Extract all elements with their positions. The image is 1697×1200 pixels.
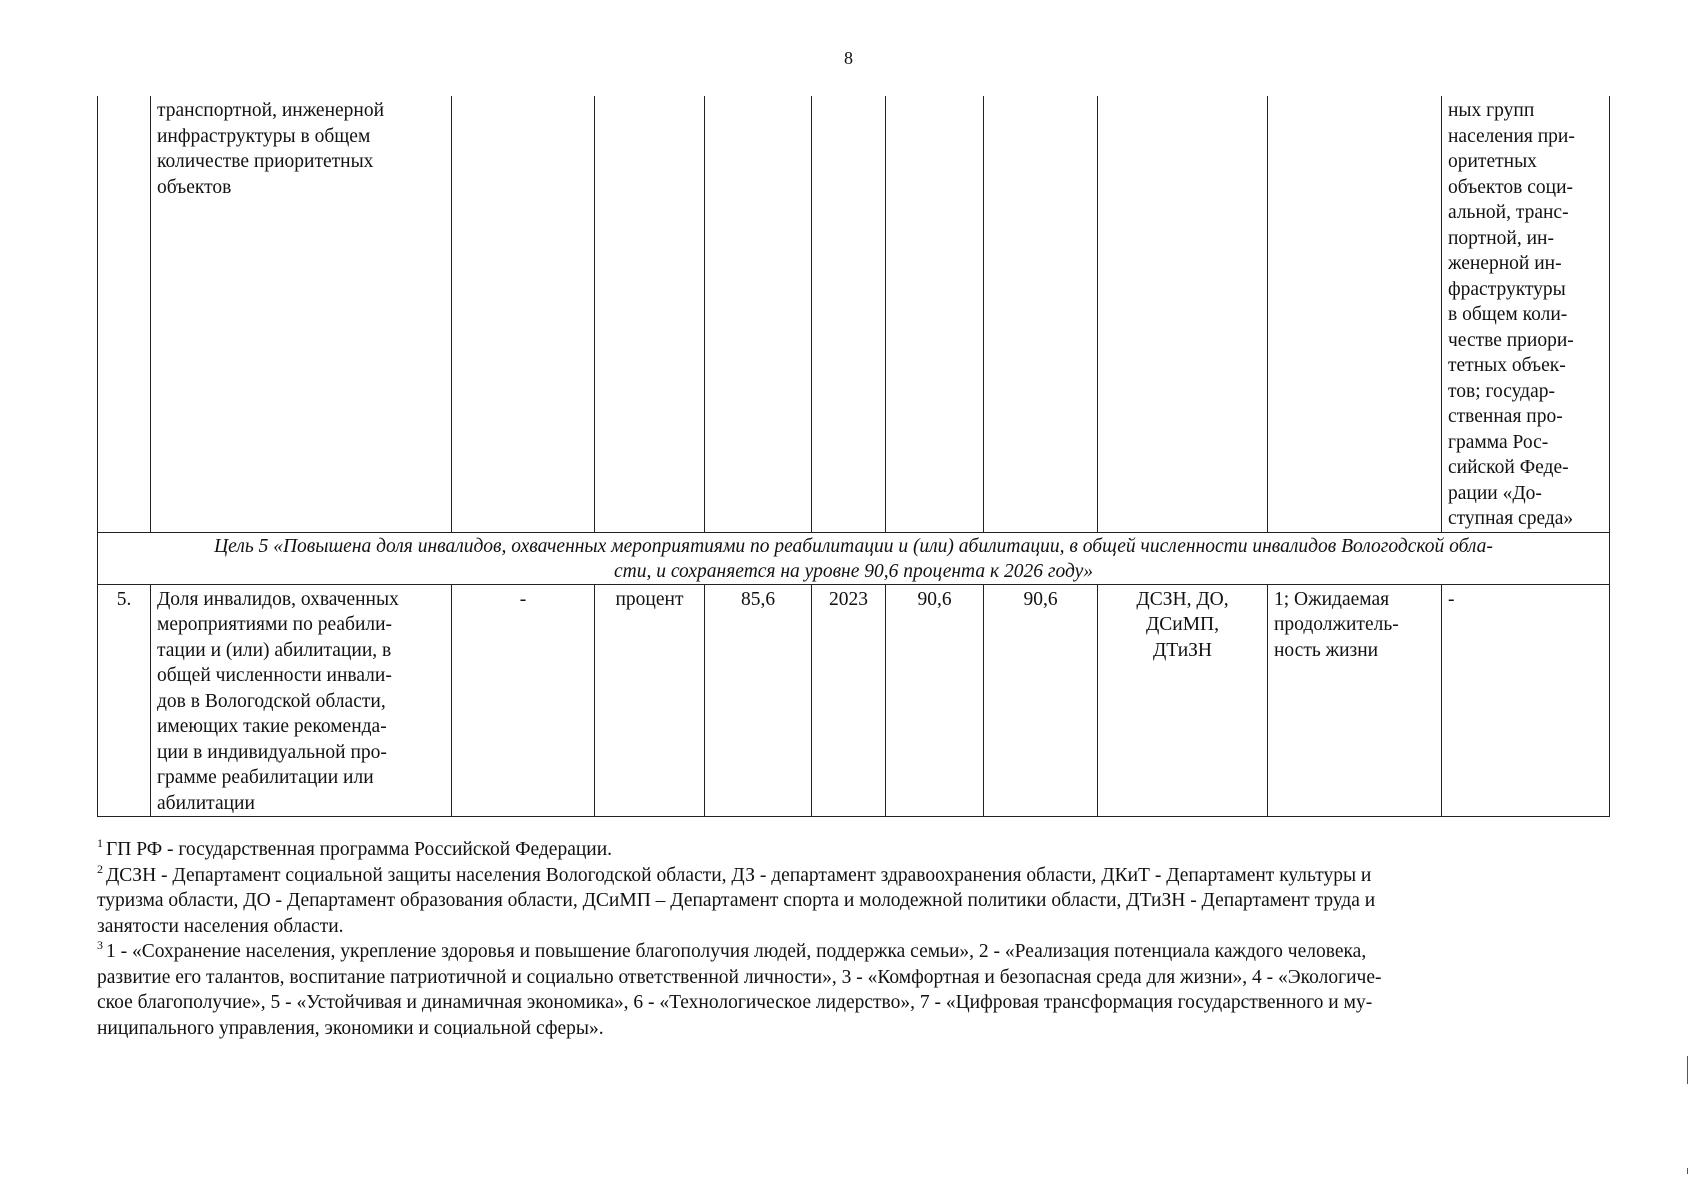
footnote-line: ское благополучие», 5 - «Устойчивая и динамичная экономика», 6 - «Технологическое лидерство», 7 - «Цифровая трансформация государственного и му- bbox=[97, 992, 1373, 1013]
cell-empty bbox=[595, 96, 705, 532]
cell-empty bbox=[984, 96, 1098, 532]
text-line: тации и (или) абилитации, в bbox=[157, 639, 392, 661]
cell-empty bbox=[886, 96, 984, 532]
text-line: населения при- bbox=[1448, 125, 1575, 147]
text-line: альной, транс- bbox=[1448, 202, 1569, 223]
footnote-line: туризма области, ДО - Департамент образования области, ДСиМП – Департамент спорта и молодежной политики области, ДТиЗН - Департамент труда и bbox=[97, 890, 1376, 911]
text-line: тов; государ- bbox=[1448, 380, 1556, 402]
goal-line: Цель 5 «Повышена доля инвалидов, охваченных мероприятиями по реабилитации и (или) абилитации, в общей численности инвалидов Вологодской обла- bbox=[214, 535, 1493, 557]
footnote-3 bbox=[97, 939, 1597, 1041]
text-line: ступная среда» bbox=[1448, 508, 1574, 529]
page-number: 8 bbox=[844, 48, 853, 68]
footnote-mark: 2 bbox=[97, 861, 103, 876]
text-line: в общем коли- bbox=[1448, 304, 1568, 325]
goal-row bbox=[98, 532, 1610, 584]
cell-responsible bbox=[1098, 584, 1268, 817]
footnote-1 bbox=[97, 837, 1597, 863]
text-line: фраструктуры bbox=[1448, 278, 1566, 300]
scan-edge-mark bbox=[1687, 1168, 1688, 1174]
cell-empty bbox=[705, 96, 812, 532]
text-line: ность жизни bbox=[1274, 639, 1379, 661]
cell-empty bbox=[452, 96, 595, 532]
footnote-mark: 3 bbox=[97, 938, 103, 952]
text-line: общей численности инвали- bbox=[157, 665, 392, 686]
cell-dash: - bbox=[452, 584, 595, 817]
cell-linked-programs bbox=[1442, 96, 1610, 532]
scan-edge-mark bbox=[1687, 1056, 1688, 1084]
footnote-line: 1 - «Сохранение населения, укрепление здоровья и повышение благополучия людей, поддержка семьи», 2 - «Реализация потенциала каждого человека, bbox=[106, 941, 1367, 962]
footnotes bbox=[97, 837, 1597, 1041]
cell-number: 5. bbox=[98, 584, 151, 817]
text-line: ДСиМП, bbox=[1145, 614, 1220, 635]
cell-indicator-name bbox=[151, 584, 452, 817]
footnote-line: развитие его талантов, воспитание патриотичной и социально ответственной личности», 3 - «Комфортная и безопасная среда для жизни», 4 - «Экологиче- bbox=[97, 966, 1382, 988]
cell-base-year: 2023 bbox=[812, 584, 886, 817]
text-line: Доля инвалидов, охваченных bbox=[157, 588, 399, 610]
indicators-table bbox=[97, 96, 1610, 817]
cell-empty bbox=[1098, 96, 1268, 532]
text-line: портной, ин- bbox=[1448, 227, 1554, 249]
footnote-line: ГП РФ - государственная программа Российской Федерации. bbox=[106, 839, 613, 860]
goal-heading bbox=[98, 532, 1610, 584]
text-line: мероприятиями по реабили- bbox=[157, 614, 393, 635]
text-line: объектов соци- bbox=[1448, 176, 1574, 198]
text-line: ных групп bbox=[1448, 100, 1535, 121]
text-line: ственная про- bbox=[1448, 406, 1563, 427]
text-line: честве приори- bbox=[1448, 329, 1574, 351]
cell-number bbox=[98, 96, 151, 532]
text-line: имеющих такие рекоменда- bbox=[157, 716, 387, 737]
footnote-2 bbox=[97, 863, 1597, 940]
text-line: абилитации bbox=[157, 792, 255, 814]
text-line: транспортной, инженерной bbox=[157, 100, 385, 121]
footnote-line: ниципального управления, экономики и социальной сферы». bbox=[97, 1017, 604, 1039]
text-line: сийской Феде- bbox=[1448, 457, 1569, 478]
cell-empty bbox=[812, 96, 886, 532]
cell-value-2: 90,6 bbox=[984, 584, 1098, 817]
text-line: грамма Рос- bbox=[1448, 431, 1549, 453]
text-line: тетных объек- bbox=[1448, 355, 1566, 376]
cell-national-goal bbox=[1268, 584, 1442, 817]
text-line: продолжитель- bbox=[1274, 614, 1399, 635]
footnote-line: ДСЗН - Департамент социальной защиты населения Вологодской области, ДЗ - департамент здравоохранения области, ДКиТ - Департамент культуры и bbox=[106, 864, 1372, 886]
text-line: инфраструктуры в общем bbox=[157, 125, 371, 147]
text-line: женерной ин- bbox=[1448, 253, 1562, 274]
text-line: количестве приоритетных bbox=[157, 151, 374, 172]
cell-empty bbox=[1268, 96, 1442, 532]
continuation-row bbox=[98, 96, 1610, 532]
text-line: рации «До- bbox=[1448, 482, 1542, 504]
cell-value-1: 90,6 bbox=[886, 584, 984, 817]
cell-unit: процент bbox=[595, 584, 705, 817]
text-line: ции в индивидуальной про- bbox=[157, 741, 387, 763]
footnote-line: занятости населения области. bbox=[97, 915, 344, 937]
text-line: оритетных bbox=[1448, 151, 1537, 172]
cell-indicator-name bbox=[151, 96, 452, 532]
text-line: грамме реабилитации или bbox=[157, 767, 374, 788]
cell-last: - bbox=[1442, 584, 1610, 817]
text-line: 1; Ожидаемая bbox=[1274, 588, 1390, 610]
text-line: ДСЗН, ДО, bbox=[1136, 588, 1229, 610]
text-line: объектов bbox=[157, 176, 232, 198]
text-line: дов в Вологодской области, bbox=[157, 690, 386, 712]
indicator-row-5 bbox=[98, 584, 1610, 817]
text-line: ДТиЗН bbox=[1152, 639, 1212, 661]
cell-base-value: 85,6 bbox=[705, 584, 812, 817]
goal-line: сти, и сохраняется на уровне 90,6 процента к 2026 году» bbox=[614, 560, 1093, 582]
footnote-mark: 1 bbox=[97, 836, 103, 850]
